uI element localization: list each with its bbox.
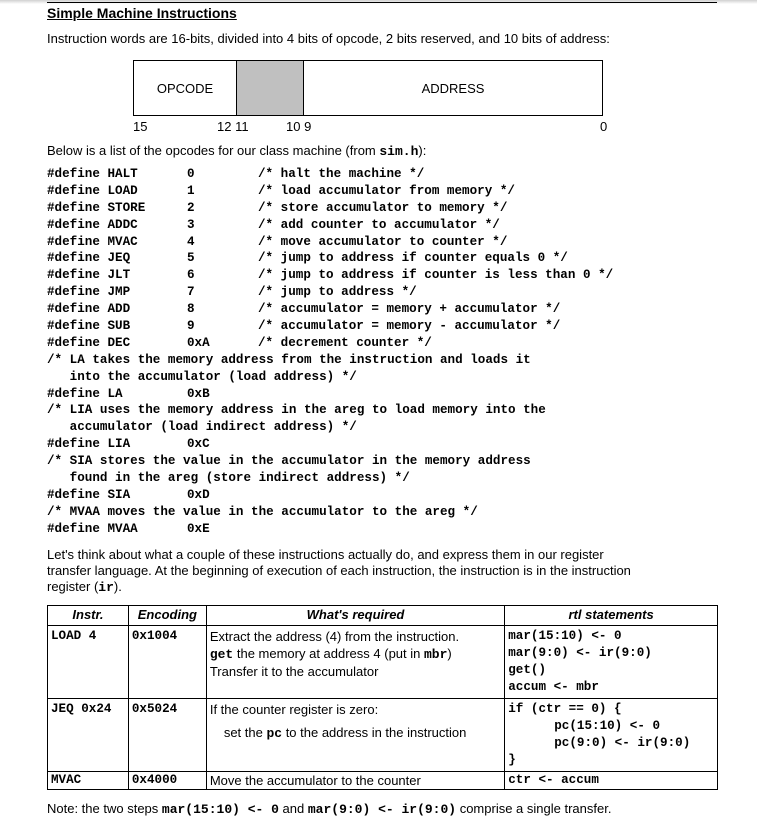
header-instr: Instr. [48,606,129,626]
mbr-code: mbr [424,647,448,662]
table-row [48,699,718,772]
opcodes-intro-text: Below is a list of the opcodes for our class machine (from [47,143,380,158]
header-required: What's required [206,606,504,626]
required-line [210,645,501,663]
code-value: 0xC [187,437,210,452]
code-comment: /* add counter to accumulator */ [258,217,500,232]
code-value: 0xE [187,521,210,536]
code-define: #define MVAA [47,521,138,536]
rtl-line: get() [508,663,547,677]
code-define: #define ADDC [47,217,138,232]
required-line [210,724,501,742]
encoding-cell: 0x1004 [128,626,206,699]
code-value: 6 [187,268,195,283]
code-define: #define JLT [47,268,131,283]
code-comment: /* move accumulator to counter */ [258,234,508,249]
explain-line-3-end: ). [113,579,122,594]
note-start: Note: the two steps [47,801,162,816]
rtl-cell [505,699,718,772]
code-value: 7 [187,285,195,300]
bit-label-10-9: 10 9 [286,119,312,134]
ir-code: ir [98,580,114,595]
code-define: #define HALT [47,167,138,181]
code-define: /* LA takes the memory address from the instruction and loads it [47,352,531,367]
code-define: #define JEQ [47,251,131,266]
code-comment: /* accumulator = memory + accumulator */ [258,302,561,317]
encoding-cell: 0x5024 [128,699,206,772]
filename: sim.h [379,144,419,159]
code-define: #define LOAD [47,183,138,198]
code-comment: /* store accumulator to memory */ [258,200,508,215]
footnote [47,801,611,817]
code-value: 0 [187,167,195,181]
table-row [48,772,718,790]
header-encoding: Encoding [128,606,206,626]
note-mid: and [278,801,308,816]
page-title: Simple Machine Instructions [47,5,237,21]
explain-line-1: Let's think about what a couple of these instructions actually do, and express them in our register [47,547,604,562]
required-text: the memory at address 4 (put in [233,646,424,661]
table-header-row [48,606,718,626]
code-define: #define STORE [47,200,146,215]
code-define: /* MVAA moves the value in the accumulator to the areg */ [47,504,478,519]
note-code-2: mar(9:0) <- ir(9:0) [307,802,457,817]
code-value: 0xD [187,487,210,502]
bit-label-0: 0 [600,119,608,134]
required-text-end: ) [447,646,452,661]
explain-line-3 [47,579,122,596]
required-text-end: to the address in the instruction [282,725,467,740]
code-define: into the accumulator (load address) */ [47,369,357,384]
code-comment: /* load accumulator from memory */ [258,183,515,198]
bit-label-12-11: 12 11 [217,119,249,134]
opcode-field: OPCODE [156,80,214,96]
rtl-line: if (ctr == 0) { [508,702,622,716]
opcodes-intro [47,143,426,160]
rtl-line: pc(15:10) <- 0 [554,719,661,733]
pc-code: pc [266,726,283,741]
instruction-format-diagram [133,60,603,116]
required-line: If the counter register is zero: [209,702,379,717]
code-define: found in the areg (store indirect address) */ [47,471,410,486]
code-define: #define LA [47,386,123,401]
bit-label-15: 15 [133,119,148,134]
code-comment: /* jump to address if counter equals 0 */ [258,251,568,266]
rtl-line: accum <- mbr [508,680,599,694]
code-define: #define JMP [47,285,131,300]
intro-text: Instruction words are 16-bits, divided into 4 bits of opcode, 2 bits reserved, and 10 bits of address: [47,31,610,46]
code-define: #define DEC [47,335,131,350]
address-field: ADDRESS [421,80,485,96]
required-cell: Move the accumulator to the counter [206,772,504,790]
note-code-1: mar(15:10) <- 0 [161,802,279,817]
code-define: #define ADD [47,302,131,317]
opcodes-intro-end: ): [418,143,427,158]
code-value: 0xB [187,386,210,401]
code-define: #define SIA [47,487,131,502]
rtl-cell: ctr <- accum [505,772,718,790]
code-define: accumulator (load indirect address) */ [47,420,357,435]
required-line: Extract the address (4) from the instruction. [209,629,460,644]
required-line: Transfer it to the accumulator [209,664,379,679]
rtl-table [47,605,718,790]
instr-cell: LOAD 4 [48,626,129,699]
code-value: 1 [187,183,195,198]
code-comment: /* accumulator = memory - accumulator */ [258,319,561,334]
code-comment: /* decrement counter */ [258,335,432,350]
code-value: 5 [187,251,195,266]
rtl-line: mar(9:0) <- ir(9:0) [508,646,652,660]
code-define: #define LIA [47,437,131,452]
reserved-field [236,61,304,115]
get-code: get [209,647,234,662]
code-define: /* SIA stores the value in the accumulator in the memory address [47,454,531,469]
header-rtl: rtl statements [505,606,718,626]
rtl-line: mar(15:10) <- 0 [508,629,622,643]
code-value: 3 [187,217,195,232]
note-end: comprise a single transfer. [456,801,612,816]
required-cell [206,699,504,772]
instr-cell: JEQ 0x24 [48,699,129,772]
code-value: 0xA [187,335,210,350]
code-comment: /* jump to address */ [258,285,417,300]
code-value: 8 [187,302,195,317]
rtl-line: pc(9:0) <- ir(9:0) [554,736,691,750]
code-value: 9 [187,319,195,334]
instr-cell: MVAC [48,772,129,790]
required-cell [206,626,504,699]
rtl-line: } [508,753,516,767]
encoding-cell: 0x4000 [128,772,206,790]
explain-line-2: transfer language. At the beginning of execution of each instruction, the instruction is in the instruction [47,563,631,578]
code-value: 2 [187,200,195,215]
code-define: #define SUB [47,319,131,334]
code-comment: /* jump to address if counter is less than 0 */ [258,268,614,283]
code-value: 4 [187,234,195,249]
code-comment: /* halt the machine */ [258,167,425,181]
code-define: /* LIA uses the memory address in the areg to load memory into the [47,403,546,418]
code-define: #define MVAC [47,234,138,249]
rtl-cell [505,626,718,699]
required-text: set the [223,725,267,740]
explain-line-3-start: register ( [47,579,99,594]
top-rule [47,2,717,3]
table-row [48,626,718,699]
